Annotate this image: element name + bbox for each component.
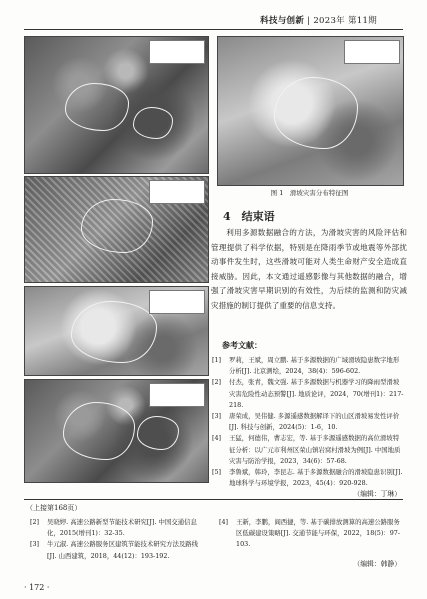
continuation-reference-list-right	[219, 517, 402, 551]
reference-item: [3] 唐荣成，吴伟健. 多源遥感数据解译下的山区滑坡易发性评价[J]. 科技与创新，2024(5)：1-6，10.	[212, 412, 400, 432]
conclusion-paragraph	[211, 226, 407, 313]
header-rule	[24, 29, 403, 30]
landslide-outline	[137, 416, 179, 450]
reference-item: [4] 王新，李鹏，阎西捷，等. 基于碳排放测算的高速公路服务区低碳建设策略[J]. 交通节能与环保，2022，18(5)：97-103.	[219, 518, 400, 549]
page-number: · 172 ·	[24, 583, 50, 592]
reference-item: [2] 吴晓婷. 高速公路新型节能技术研究[J]. 中国交通信息化，2015(增刊1)：32-35.	[30, 518, 197, 538]
landslide-outline	[274, 77, 358, 149]
journal-name: 科技与创新	[260, 16, 305, 26]
map-legend	[149, 40, 205, 64]
remote-sensing-photo-1	[24, 36, 209, 174]
remote-sensing-photo-4	[24, 379, 209, 483]
continuation-editor-credit: （编辑：韩静）	[353, 560, 401, 568]
landslide-outline	[133, 107, 173, 139]
reference-item: [5] 李鲁斌，韩玲，李昆志. 基于多源数据融合的滑坡隐患识别[J]. 地球科学与环境学报，2023，45(4)：920-928.	[212, 468, 403, 488]
continued-from-label: （上接第168页）	[26, 504, 82, 512]
remote-sensing-photo-5	[217, 36, 404, 186]
landslide-outline	[65, 83, 129, 131]
reference-item: [3] 牛元淑. 高速公路服务区建筑节能技术研究方法及路线[J]. 山西建筑，2018，44(12)：193-192.	[30, 540, 199, 560]
running-header	[260, 14, 377, 26]
map-legend	[344, 40, 400, 64]
reference-item: [4] 王猛，何德伟，曹志宏，等. 基于多源遥感数据的高位滑坡特征分析：以广元市利州区荣山镇岩窝村滑坡为例[J]. 中国地质灾害与防治学报，2023，34(6)：57-68.	[212, 434, 401, 465]
editor-credit: （编辑：丁琳）	[353, 490, 401, 498]
figure-caption: 图 1 滑坡灾害分布特征图	[270, 189, 349, 197]
issue-label: 2023年 第11期	[313, 16, 377, 26]
continuation-reference-list-left	[30, 517, 205, 562]
map-legend	[149, 290, 205, 314]
section-title: 4 结束语	[223, 210, 275, 223]
remote-sensing-photo-3	[24, 286, 209, 376]
landslide-outline	[63, 402, 135, 460]
landslide-outline	[81, 199, 153, 253]
reference-list	[212, 355, 404, 489]
continuation-rule	[24, 499, 403, 500]
references-title: 参考文献：	[222, 340, 262, 350]
map-legend	[149, 180, 205, 204]
reference-item: [2] 付杰，张青，魏文强. 基于多源数据与机器学习的降雨型滑坡灾害危险性动态预警[J]. 地质论评，2024，70(增刊1)：217-218.	[212, 378, 404, 409]
landslide-outline	[71, 301, 157, 363]
map-legend	[149, 383, 205, 407]
conclusion-text: 利用多源数据融合的方法，为滑坡灾害的风险评估和管理提供了科学依据，特别是在降雨季节或地震等外部扰动事件发生时，这些滑坡可能对人类生命财产安全造成直接威胁。因此，本文通过遥感影像与其他数据的融合，增强了滑坡灾害早期识别的有效性，为后续的监测和防灾减灾措施的制订提供了重要的信息支持。	[211, 228, 407, 310]
reference-item: [1] 罗莉，王斌，周立鹏. 基于多源数据的广域滑坡隐患数字地形分析[J]. 北京测绘，2024，38(4)：596-602.	[212, 356, 400, 376]
header-separator: |	[307, 16, 311, 26]
remote-sensing-photo-2	[24, 176, 209, 283]
